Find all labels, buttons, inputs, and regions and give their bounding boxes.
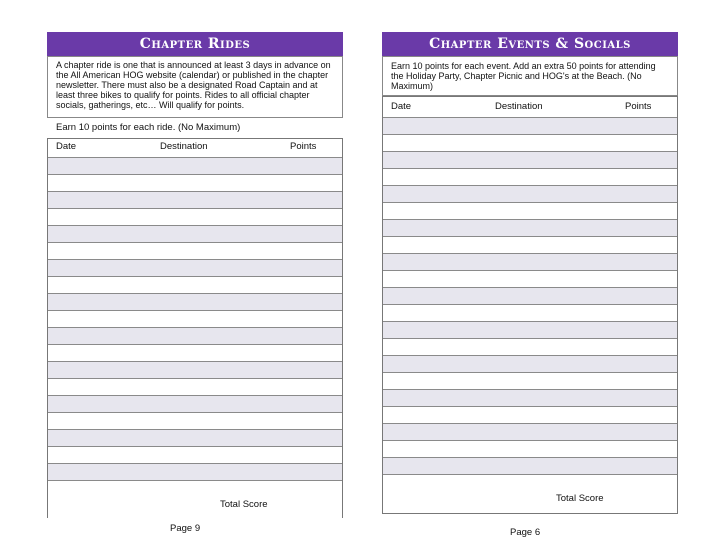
rides-col-points: Points: [290, 141, 317, 152]
events-row[interactable]: [383, 475, 677, 492]
events-row[interactable]: [383, 356, 677, 373]
rides-points-note: Earn 10 points for each ride. (No Maximum): [56, 122, 241, 133]
rides-row[interactable]: [48, 311, 342, 328]
rides-row[interactable]: [48, 175, 342, 192]
rides-row[interactable]: [48, 345, 342, 362]
chapter-rides-description-box: [47, 56, 343, 118]
events-row[interactable]: [383, 237, 677, 254]
rides-row[interactable]: [48, 192, 342, 209]
rides-table-header: [48, 139, 342, 158]
events-col-points: Points: [625, 101, 652, 112]
rides-row[interactable]: [48, 396, 342, 413]
chapter-rides-title: Chapter Rides: [47, 32, 343, 56]
events-row[interactable]: [383, 441, 677, 458]
events-row[interactable]: [383, 135, 677, 152]
rides-row[interactable]: [48, 430, 342, 447]
events-col-date: Date: [391, 101, 412, 112]
chapter-events-description: Earn 10 points for each event. Add an extra 50 points for attending the Holiday Party, Chapter Picnic and HOG's at the Beach. (No Maximum): [391, 61, 656, 91]
rides-row[interactable]: [48, 447, 342, 464]
chapter-rides-description: A chapter ride is one that is announced at least 3 days in advance on the All American HOG website (calendar) or published in the chapter newsletter. There must also be a designated Road Captain and at least three bikes to qualify for points. Rides to all official chapter socials, gatherings, etc… Will qualify for points.: [56, 60, 331, 110]
rides-total-row: [48, 498, 342, 518]
rides-row[interactable]: [48, 294, 342, 311]
events-row[interactable]: [383, 152, 677, 169]
events-col-destination: Destination: [495, 101, 543, 112]
page-number-left: Page 9: [170, 523, 201, 534]
rides-row[interactable]: [48, 413, 342, 430]
rides-row[interactable]: [48, 328, 342, 345]
page-number-right: Page 6: [510, 527, 541, 538]
events-total-row: [383, 492, 677, 512]
rides-row[interactable]: [48, 481, 342, 498]
rides-col-date: Date: [56, 141, 77, 152]
events-row[interactable]: [383, 339, 677, 356]
rides-rows: [48, 158, 342, 498]
rides-row[interactable]: [48, 277, 342, 294]
rides-row[interactable]: [48, 226, 342, 243]
events-row[interactable]: [383, 203, 677, 220]
events-row[interactable]: [383, 390, 677, 407]
events-row[interactable]: [383, 220, 677, 237]
events-row[interactable]: [383, 305, 677, 322]
events-row[interactable]: [383, 271, 677, 288]
rides-col-destination: Destination: [160, 141, 208, 152]
rides-row[interactable]: [48, 464, 342, 481]
events-row[interactable]: [383, 322, 677, 339]
rides-row[interactable]: [48, 158, 342, 175]
events-row[interactable]: [383, 186, 677, 203]
rides-row[interactable]: [48, 243, 342, 260]
events-log-table: [382, 96, 678, 514]
events-row[interactable]: [383, 424, 677, 441]
rides-row[interactable]: [48, 379, 342, 396]
events-rows: [383, 118, 677, 492]
rides-row[interactable]: [48, 260, 342, 277]
events-row[interactable]: [383, 407, 677, 424]
events-row[interactable]: [383, 169, 677, 186]
events-row[interactable]: [383, 373, 677, 390]
events-total-score-label: Total Score: [556, 493, 604, 504]
rides-total-score-label: Total Score: [220, 499, 268, 510]
rides-row[interactable]: [48, 209, 342, 226]
events-row[interactable]: [383, 458, 677, 475]
chapter-events-description-box: [382, 56, 678, 96]
events-row[interactable]: [383, 288, 677, 305]
rides-log-table: [47, 138, 343, 518]
events-row[interactable]: [383, 254, 677, 271]
chapter-events-title: Chapter Events & Socials: [382, 32, 678, 56]
events-row[interactable]: [383, 118, 677, 135]
events-table-header: [383, 97, 677, 118]
rides-row[interactable]: [48, 362, 342, 379]
